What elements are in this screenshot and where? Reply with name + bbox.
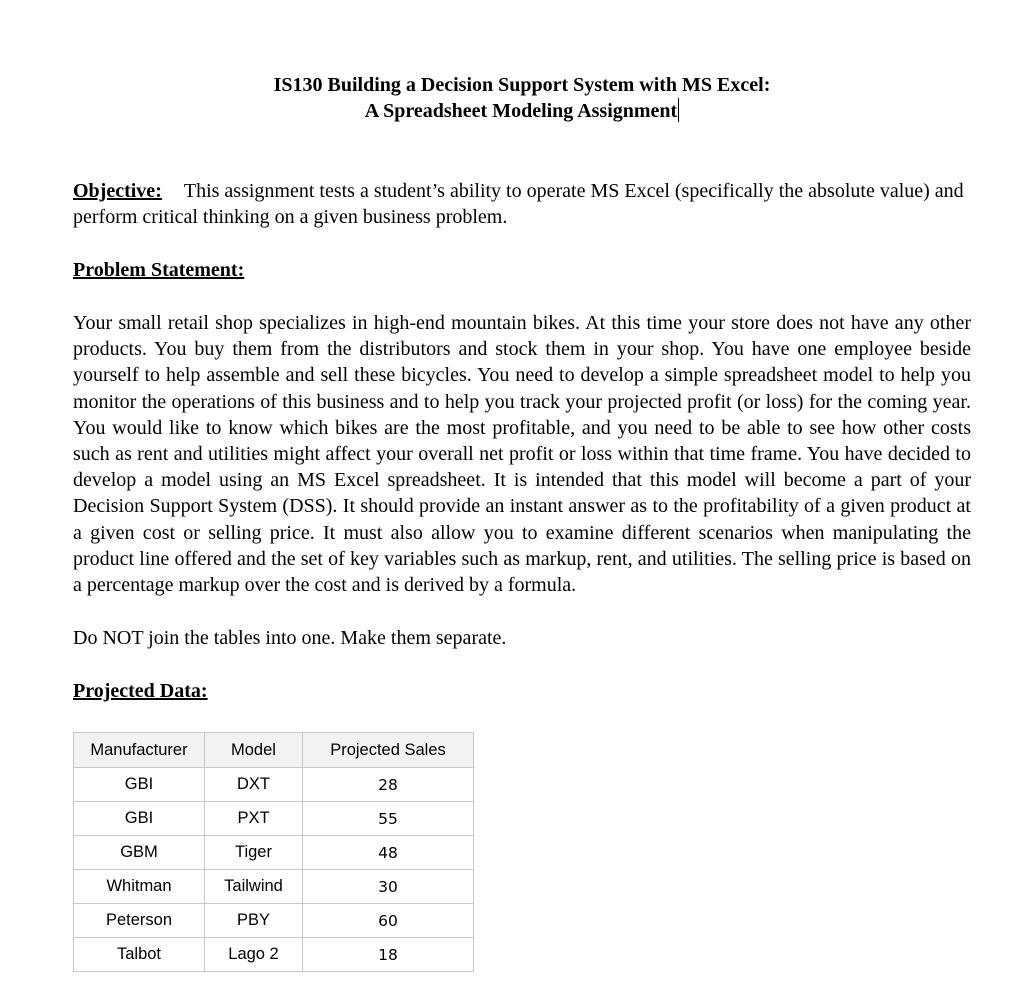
cell-model: Lago 2 [205, 938, 303, 972]
table-row [74, 904, 474, 938]
cell-manufacturer: GBM [74, 836, 205, 870]
cell-manufacturer: GBI [74, 802, 205, 836]
objective-label: Objective: [73, 180, 162, 202]
cell-model: DXT [205, 768, 303, 802]
cell-model: Tiger [205, 836, 303, 870]
projected-data-table [73, 732, 474, 972]
cell-model: Tailwind [205, 870, 303, 904]
projected-data-heading: Projected Data: [73, 680, 208, 702]
cell-manufacturer: Whitman [74, 870, 205, 904]
title-line-1: IS130 Building a Decision Support System with MS Excel: [273, 74, 771, 96]
title-line-2-text: A Spreadsheet Modeling Assignment [364, 100, 678, 122]
cell-model: PBY [205, 904, 303, 938]
title-line-2 [0, 98, 1024, 124]
cell-manufacturer: Talbot [74, 938, 205, 972]
table-row [74, 938, 474, 972]
document-title [0, 72, 1024, 124]
cell-manufacturer: GBI [74, 768, 205, 802]
cell-manufacturer: Peterson [74, 904, 205, 938]
cell-projected-sales: 18 [303, 938, 474, 972]
header-model: Model [205, 733, 303, 768]
cell-projected-sales: 48 [303, 836, 474, 870]
problem-statement-heading: Problem Statement: [73, 259, 245, 281]
table-header-row [74, 733, 474, 768]
problem-statement-text: Your small retail shop specializes in high-end mountain bikes. At this time your store does not have any other products. You buy them from the distributors and stock them in your shop. You have one employee beside yourself to help assemble and sell these bicycles. You need to develop a simple spreadsheet model to help you monitor the operations of this business and to help you track your projected profit (or loss) for the coming year. You would like to know which bikes are the most profitable, and you need to be able to see how other costs such as rent and utilities might affect your overall net profit or loss within that time frame. You have decided to develop a model using an MS Excel spreadsheet. It is intended that this model will become a part of your Decision Support System (DSS). It should provide an instant answer as to the profitability of a given product at a given cost or selling price. It must also allow you to examine different scenarios when manipulating the product line offered and the set of key variables such as markup, rent, and utilities. The selling price is based on a percentage markup over the cost and is derived by a formula. [73, 312, 971, 597]
objective-text: This assignment tests a student’s ability to operate MS Excel (specifically the absolute value) and perform critical thinking on a given business problem. [73, 180, 964, 228]
cell-model: PXT [205, 802, 303, 836]
cell-projected-sales: 28 [303, 768, 474, 802]
table-row [74, 802, 474, 836]
cell-projected-sales: 30 [303, 870, 474, 904]
objective-paragraph [73, 178, 973, 230]
table-row [74, 836, 474, 870]
text-cursor [678, 98, 679, 122]
table-row [74, 870, 474, 904]
table-row [74, 768, 474, 802]
cell-projected-sales: 60 [303, 904, 474, 938]
header-manufacturer: Manufacturer [74, 733, 205, 768]
cell-projected-sales: 55 [303, 802, 474, 836]
join-tables-note: Do NOT join the tables into one. Make them separate. [73, 627, 507, 649]
header-projected-sales: Projected Sales [303, 733, 474, 768]
